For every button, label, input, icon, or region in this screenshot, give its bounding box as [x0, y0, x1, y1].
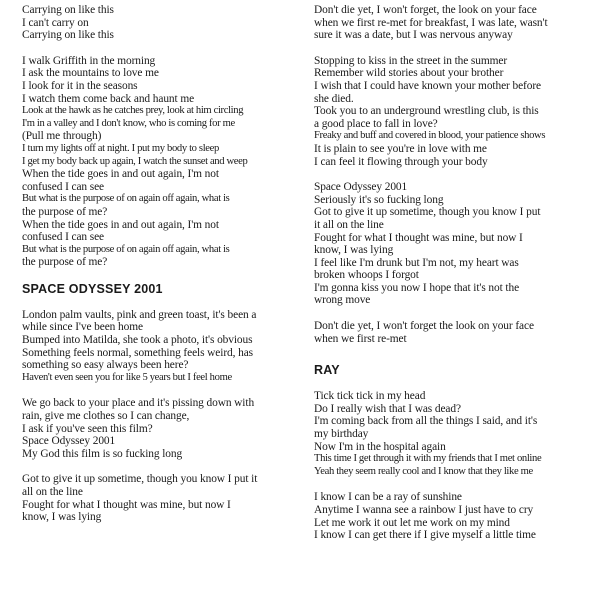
lyric-line: I can't carry on — [22, 16, 89, 29]
lyric-line: Now I'm in the hospital again — [314, 440, 446, 453]
lyric-line: I can feel it flowing through your body — [314, 155, 488, 168]
lyric-line: Seriously it's so fucking long — [314, 193, 444, 206]
lyrics-stanza — [314, 320, 590, 345]
lyric-line: I look for it in the seasons — [22, 79, 138, 92]
lyric-line: Remember wild stories about your brother — [314, 67, 504, 80]
lyric-line: confused I can see — [22, 180, 105, 193]
lyric-line: my birthday — [314, 428, 369, 441]
lyric-line: a good place to fall in love? — [314, 117, 438, 130]
lyric-line: I wish that I could have known your mother before — [314, 79, 541, 92]
lyric-line: Let me work it out let me work on my mind — [314, 516, 510, 529]
lyric-line: Got to give it up sometime, though you know I put — [314, 206, 541, 219]
lyric-line: while since I've been home — [22, 321, 143, 334]
lyric-line: Tick tick tick in my head — [314, 390, 426, 403]
lyrics-stanza — [314, 181, 590, 307]
lyric-line: I walk Griffith in the morning — [22, 54, 156, 67]
lyrics-stanza — [314, 390, 590, 478]
song-title: SPACE ODYSSEY 2001 — [22, 281, 163, 296]
lyric-line: My God this film is so fucking long — [22, 447, 183, 460]
lyric-line: When the tide goes in and out again, I'm not — [22, 168, 219, 181]
lyric-line: Took you to an underground wrestling club, is this — [314, 105, 539, 118]
lyric-line: I feel like I'm drunk but I'm not, my heart was — [314, 256, 519, 269]
lyrics-stanza — [22, 309, 304, 385]
lyric-line: the purpose of me? — [22, 205, 108, 218]
lyric-line: It is plain to see you're in love with me — [314, 142, 487, 155]
lyric-line: Don't die yet, I won't forget the look on your face — [314, 320, 534, 333]
lyric-line: wrong move — [314, 294, 371, 307]
lyric-line: rain, give me clothes so I can change, — [22, 410, 190, 423]
lyric-line: I get my body back up again, I watch the sunset and weep — [22, 155, 248, 167]
right-column — [314, 4, 590, 555]
lyric-line: all on the line — [22, 486, 83, 498]
lyric-line: But what is the purpose of on again off again, what is — [22, 193, 230, 205]
lyric-line: know, I was lying — [314, 244, 394, 257]
lyric-line: she died. — [314, 92, 354, 105]
lyric-line: Carrying on like this — [22, 29, 114, 42]
lyric-line: when we first re-met — [314, 332, 407, 345]
lyric-line: I ask the mountains to love me — [22, 67, 159, 80]
lyric-line: know, I was lying — [22, 511, 102, 524]
song-title: RAY — [314, 363, 340, 378]
lyric-line: Don't die yet, I won't forget, the look on your face — [314, 4, 537, 16]
lyric-line: I watch them come back and haunt me — [22, 92, 195, 105]
lyrics-stanza — [314, 491, 590, 541]
lyric-line: the purpose of me? — [22, 256, 108, 269]
lyric-line: sure it was a date, but I was nervous anyway — [314, 29, 513, 42]
lyric-line: (Pull me through) — [22, 130, 102, 143]
lyric-line: I know I can be a ray of sunshine — [314, 491, 462, 504]
lyric-line: something so easy always been here? — [22, 359, 189, 372]
lyric-line: broken whoops I forgot — [314, 269, 419, 282]
lyric-line: Fought for what I thought was mine, but now I — [22, 498, 231, 511]
lyric-line: it all on the line — [314, 218, 384, 231]
lyric-line: I know I can get there if I give myself a little time — [314, 529, 536, 542]
lyric-line: Got to give it up sometime, though you know I put it — [22, 473, 258, 486]
lyric-line: Haven't even seen you for like 5 years but I feel home — [22, 371, 232, 383]
lyric-line: Carrying on like this — [22, 4, 114, 16]
lyric-line: I'm coming back from all the things I said, and it's — [314, 415, 538, 428]
lyric-line: Stopping to kiss in the street in the summer — [314, 54, 508, 67]
lyric-line: Look at the hawk as he catches prey, look at him circling — [22, 105, 244, 117]
lyric-line: London palm vaults, pink and green toast, it's been a — [22, 308, 257, 321]
lyric-line: We go back to your place and it's pissing down with — [22, 397, 255, 410]
lyric-line: confused I can see — [22, 231, 105, 244]
lyric-line: When the tide goes in and out again, I'm not — [22, 218, 219, 231]
lyric-line: Space Odyssey 2001 — [22, 435, 116, 448]
lyric-line: Bumped into Matilda, she took a photo, it's obvious — [22, 334, 253, 347]
lyrics-stanza — [22, 55, 304, 269]
lyric-line: This time I get through it with my friends that I met online — [314, 453, 542, 465]
lyric-line: I ask if you've seen this film? — [22, 422, 153, 435]
lyric-line: But what is the purpose of on again off again, what is — [22, 243, 230, 255]
lyric-line: Do I really wish that I was dead? — [314, 402, 461, 415]
lyric-line: when we first re-met for breakfast, I was late, wasn't — [314, 16, 548, 29]
lyrics-stanza — [22, 4, 304, 42]
lyric-line: Yeah they seem really cool and I know that they like me — [314, 465, 533, 477]
lyric-line: I'm in a valley and I don't know, who is coming for me — [22, 117, 235, 129]
lyric-line: Something feels normal, something feels weird, has — [22, 346, 253, 359]
lyric-line: I'm gonna kiss you now I hope that it's not the — [314, 281, 520, 294]
lyrics-stanza — [22, 473, 304, 523]
lyrics-stanza — [314, 55, 590, 168]
left-column — [22, 4, 304, 537]
lyric-line: Fought for what I thought was mine, but now I — [314, 231, 523, 244]
lyrics-stanza — [314, 4, 590, 42]
lyric-line: Anytime I wanna see a rainbow I just have to cry — [314, 504, 534, 516]
lyric-line: Freaky and buff and covered in blood, your patience shows — [314, 130, 546, 142]
lyrics-stanza — [22, 397, 304, 460]
lyric-line: I turn my lights off at night. I put my body to sleep — [22, 142, 219, 154]
lyric-line: Space Odyssey 2001 — [314, 181, 408, 194]
